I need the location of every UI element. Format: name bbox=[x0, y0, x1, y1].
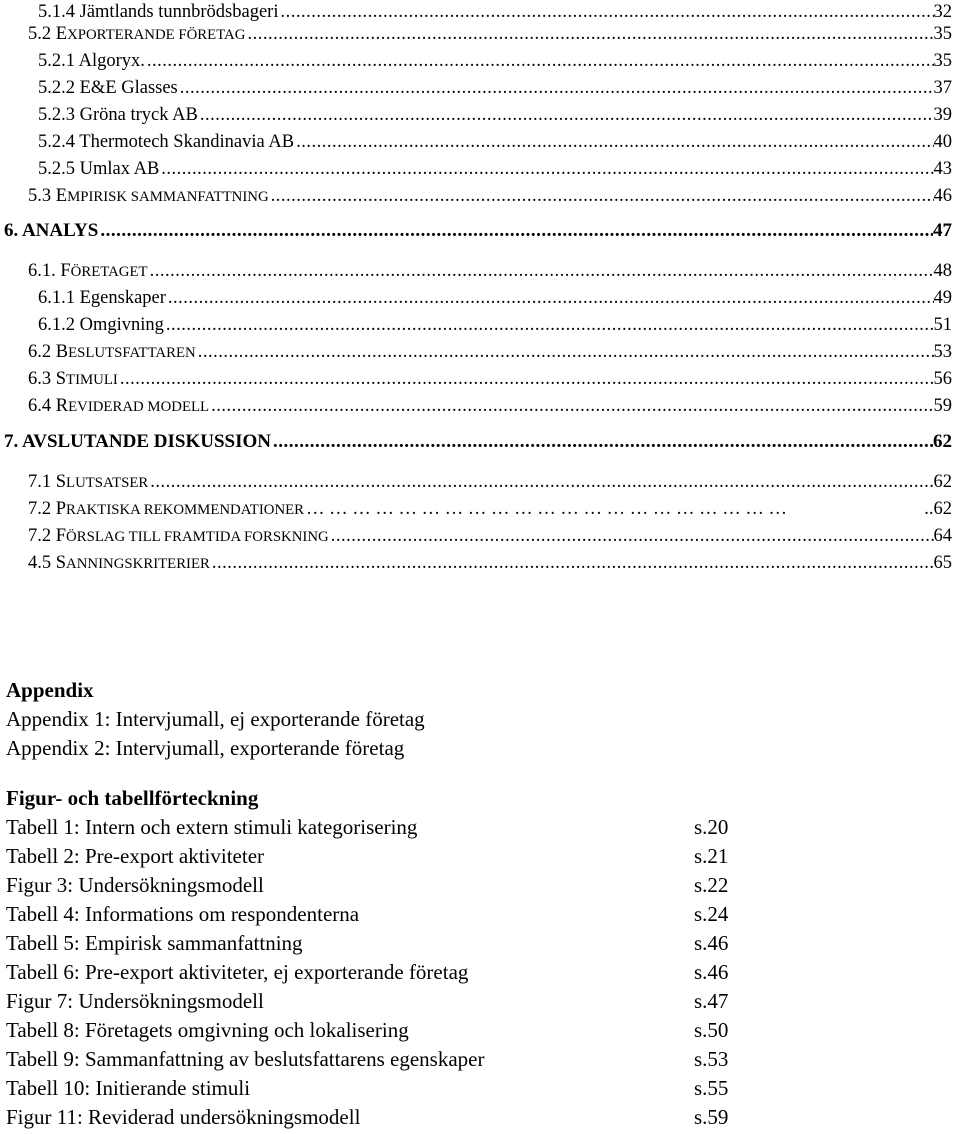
toc-entry[interactable] bbox=[0, 470, 952, 494]
toc-entry-number: 6.2 bbox=[28, 342, 52, 362]
toc-entry-number: 6.1. bbox=[28, 261, 56, 281]
toc-entry-page: 35 bbox=[933, 24, 952, 44]
toc-entry-title: ÖRETAGET bbox=[70, 264, 148, 280]
figure-list-row bbox=[6, 989, 946, 1018]
toc-entry[interactable] bbox=[0, 286, 952, 310]
toc-entry-label bbox=[28, 259, 148, 283]
figure-page: s.50 bbox=[694, 1018, 729, 1042]
toc-leader-dots bbox=[245, 22, 933, 46]
figure-page: s.59 bbox=[694, 1105, 729, 1129]
toc-entry-number: 4.5 bbox=[28, 553, 52, 573]
toc-entry-label bbox=[28, 340, 196, 364]
toc-entry-title: Algoryx. bbox=[78, 51, 145, 71]
toc-entry-initial: R bbox=[55, 396, 69, 416]
toc-entry-title: Jämtlands tunnbrödsbageri bbox=[79, 2, 279, 22]
figure-title: Tabell 4: Informations om respondenterna bbox=[6, 902, 360, 926]
toc-entry-title: Umlax AB bbox=[79, 159, 160, 179]
toc-entry-number: 5.2.4 bbox=[38, 132, 75, 152]
toc-entry[interactable] bbox=[0, 184, 952, 208]
figure-page: s.20 bbox=[694, 815, 729, 839]
figure-title: Tabell 9: Sammanfattning av beslutsfattarens egenskaper bbox=[6, 1047, 485, 1071]
toc-entry-label bbox=[38, 157, 159, 181]
toc-entry-page: 59 bbox=[933, 396, 952, 416]
toc-leader-dots bbox=[278, 0, 933, 24]
figure-title: Tabell 5: Empirisk sammanfattning bbox=[6, 931, 303, 955]
toc-entry-title: E&E Glasses bbox=[79, 78, 178, 98]
toc-entry-title: Egenskaper bbox=[79, 288, 166, 308]
toc-entry-title: LUTSATSER bbox=[66, 475, 149, 491]
toc-entry-label bbox=[38, 76, 178, 100]
toc-leader-dots bbox=[304, 497, 924, 521]
toc-entry-initial: E bbox=[55, 24, 68, 44]
toc-entry-page: 49 bbox=[933, 288, 952, 308]
figure-title: Tabell 2: Pre-export aktiviteter bbox=[6, 844, 265, 868]
toc-entry-page: 53 bbox=[933, 342, 952, 362]
toc-entry-page: 43 bbox=[933, 159, 952, 179]
toc-entry-page: 35 bbox=[933, 51, 952, 71]
toc-leader-dots bbox=[159, 157, 933, 181]
figure-list-row bbox=[6, 960, 946, 989]
toc-leader-dots bbox=[294, 130, 933, 154]
toc-entry[interactable] bbox=[0, 157, 952, 181]
toc-entry[interactable] bbox=[0, 313, 952, 337]
figure-page: s.46 bbox=[694, 960, 729, 984]
toc-entry-title: ANALYS bbox=[21, 220, 99, 241]
figure-list-heading: Figur- och tabellförteckning bbox=[6, 786, 259, 810]
toc-entry-label bbox=[28, 184, 269, 208]
figure-list-row bbox=[6, 902, 946, 931]
figure-title: Figur 7: Undersökningsmodell bbox=[6, 989, 264, 1013]
toc-entry-page: 48 bbox=[933, 261, 952, 281]
toc-entry-page: 56 bbox=[933, 369, 952, 389]
toc-entry-number: 5.1.4 bbox=[38, 2, 75, 22]
toc-entry[interactable] bbox=[0, 524, 952, 548]
toc-entry[interactable] bbox=[0, 22, 952, 46]
toc-entry-number: 7.1 bbox=[28, 472, 52, 492]
toc-entry-title: AVSLUTANDE DISKUSSION bbox=[21, 431, 271, 452]
toc-entry-title: Thermotech Skandinavia AB bbox=[79, 132, 295, 152]
toc-entry-title: RAKTISKA REKOMMENDATIONER bbox=[66, 502, 305, 518]
toc-entry-number: 6.1.1 bbox=[38, 288, 75, 308]
figure-list-row bbox=[6, 931, 946, 960]
toc-entry-page: 62 bbox=[933, 472, 952, 492]
toc-entry-label bbox=[38, 0, 278, 24]
toc-entry-title: MPIRISK SAMMANFATTNING bbox=[67, 189, 269, 205]
figure-page: s.46 bbox=[694, 931, 729, 955]
toc-entry[interactable] bbox=[0, 103, 952, 127]
toc-entry-page: 39 bbox=[933, 105, 952, 125]
toc-entry-page: 62 bbox=[933, 431, 952, 452]
figure-title: Figur 11: Reviderad undersökningsmodell bbox=[6, 1105, 361, 1129]
figure-page: s.53 bbox=[694, 1047, 729, 1071]
toc-entry-page: ..62 bbox=[924, 499, 952, 519]
toc-entry[interactable] bbox=[0, 49, 952, 73]
toc-leader-dots bbox=[166, 286, 934, 310]
toc-entry-initial: S bbox=[55, 472, 67, 492]
figure-title: Tabell 10: Initierande stimuli bbox=[6, 1076, 251, 1100]
toc-leader-dots bbox=[209, 394, 933, 418]
toc-entry-title: TIMULI bbox=[66, 372, 118, 388]
toc-entry-number: 6.4 bbox=[28, 396, 52, 416]
appendix-item: Appendix 1: Intervjumall, ej exporterande företag bbox=[6, 707, 425, 731]
toc-leader-dots bbox=[145, 49, 934, 73]
figure-page: s.47 bbox=[694, 989, 729, 1013]
toc-entry-page: 64 bbox=[933, 526, 952, 546]
toc-entry-label bbox=[38, 130, 294, 154]
appendix-heading: Appendix bbox=[6, 678, 94, 702]
toc-entry-number: 5.3 bbox=[28, 186, 52, 206]
toc-entry-title: Gröna tryck AB bbox=[79, 105, 198, 125]
toc-entry-initial: F bbox=[55, 526, 67, 546]
toc-entry-title: ÖRSLAG TILL FRAMTIDA FORSKNING bbox=[66, 529, 329, 545]
toc-entry-label bbox=[4, 219, 98, 243]
toc-entry-page: 40 bbox=[933, 132, 952, 152]
toc-entry-label bbox=[4, 430, 271, 454]
toc-entry-label bbox=[38, 49, 145, 73]
figure-list-row bbox=[6, 815, 946, 844]
figure-title: Figur 3: Undersökningsmodell bbox=[6, 873, 264, 897]
toc-entry-number: 5.2.1 bbox=[38, 51, 75, 71]
figure-list-row bbox=[6, 844, 946, 873]
toc-entry-title: EVIDERAD MODELL bbox=[68, 399, 210, 415]
toc-entry-label bbox=[28, 22, 245, 46]
toc-entry-initial: E bbox=[55, 186, 68, 206]
toc-entry-number: 6.1.2 bbox=[38, 315, 75, 335]
toc-entry[interactable] bbox=[0, 130, 952, 154]
toc-entry-initial: S bbox=[55, 369, 67, 389]
toc-leader-dots bbox=[148, 259, 934, 283]
figure-title: Tabell 1: Intern och extern stimuli kategorisering bbox=[6, 815, 418, 839]
toc-entry[interactable] bbox=[0, 430, 952, 454]
toc-entry-label bbox=[28, 497, 304, 521]
toc-entry-label bbox=[38, 313, 164, 337]
figure-title: Tabell 8: Företagets omgivning och lokalisering bbox=[6, 1018, 409, 1042]
toc-entry-number: 6. bbox=[4, 220, 19, 241]
figure-page: s.22 bbox=[694, 873, 729, 897]
toc-leader-dots bbox=[210, 551, 934, 575]
toc-leader-dots bbox=[198, 103, 934, 127]
toc-entry-title: ESLUTSFATTAREN bbox=[68, 345, 196, 361]
toc-entry-initial: P bbox=[55, 499, 67, 519]
toc-entry-number: 7. bbox=[4, 431, 19, 452]
toc-entry-title: XPORTERANDE FÖRETAG bbox=[67, 27, 246, 43]
toc-entry-page: 65 bbox=[933, 553, 952, 573]
toc-entry-page: 32 bbox=[933, 2, 952, 22]
toc-entry[interactable] bbox=[0, 394, 952, 418]
figure-list-row bbox=[6, 1105, 946, 1134]
toc-entry-page: 47 bbox=[933, 220, 952, 241]
toc-entry-initial: F bbox=[60, 261, 71, 281]
figure-page: s.21 bbox=[694, 844, 729, 868]
toc-entry-title: Omgivning bbox=[79, 315, 164, 335]
toc-entry-label bbox=[28, 394, 209, 418]
toc-entry-number: 7.2 bbox=[28, 499, 52, 519]
figure-page: s.24 bbox=[694, 902, 729, 926]
toc-entry-label bbox=[28, 524, 329, 548]
toc-entry[interactable] bbox=[0, 497, 952, 521]
figure-list-row bbox=[6, 1047, 946, 1076]
toc-entry-initial: S bbox=[55, 553, 67, 573]
toc-entry-label bbox=[28, 367, 118, 391]
toc-entry-title: ANNINGSKRITERIER bbox=[66, 556, 210, 572]
toc-entry[interactable] bbox=[0, 340, 952, 364]
figure-page: s.55 bbox=[694, 1076, 729, 1100]
toc-entry-page: 46 bbox=[933, 186, 952, 206]
appendix-item: Appendix 2: Intervjumall, exporterande företag bbox=[6, 736, 405, 760]
toc-leader-dots bbox=[271, 430, 933, 454]
toc-entry[interactable] bbox=[0, 76, 952, 100]
toc-entry[interactable] bbox=[0, 551, 952, 575]
toc-leader-dots bbox=[269, 184, 934, 208]
toc-leader-dots bbox=[164, 313, 934, 337]
toc-entry-label bbox=[38, 286, 166, 310]
toc-leader-dots bbox=[329, 524, 934, 548]
toc-entry-number: 5.2.3 bbox=[38, 105, 75, 125]
toc-entry-page: 37 bbox=[933, 78, 952, 98]
toc-entry[interactable] bbox=[0, 367, 952, 391]
toc-entry-initial: B bbox=[55, 342, 69, 362]
toc-entry-number: 5.2.2 bbox=[38, 78, 75, 98]
toc-entry-number: 7.2 bbox=[28, 526, 52, 546]
toc-entry[interactable] bbox=[0, 0, 952, 24]
toc-entry[interactable] bbox=[0, 259, 952, 283]
figure-list-row bbox=[6, 1018, 946, 1047]
figure-title: Tabell 6: Pre-export aktiviteter, ej exporterande företag bbox=[6, 960, 469, 984]
toc-entry-number: 6.3 bbox=[28, 369, 52, 389]
toc-leader-dots bbox=[178, 76, 934, 100]
toc-entry-number: 5.2.5 bbox=[38, 159, 75, 179]
toc-entry-number: 5.2 bbox=[28, 24, 52, 44]
toc-leader-dots bbox=[118, 367, 934, 391]
toc-entry-label bbox=[28, 470, 148, 494]
figure-list-row bbox=[6, 873, 946, 902]
figure-list-row bbox=[6, 1076, 946, 1105]
toc-entry-label bbox=[38, 103, 198, 127]
toc-leader-dots bbox=[98, 219, 933, 243]
toc-leader-dots bbox=[148, 470, 933, 494]
toc-entry[interactable] bbox=[0, 219, 952, 243]
toc-entry-label bbox=[28, 551, 210, 575]
toc-leader-dots bbox=[196, 340, 934, 364]
toc-entry-page: 51 bbox=[933, 315, 952, 335]
